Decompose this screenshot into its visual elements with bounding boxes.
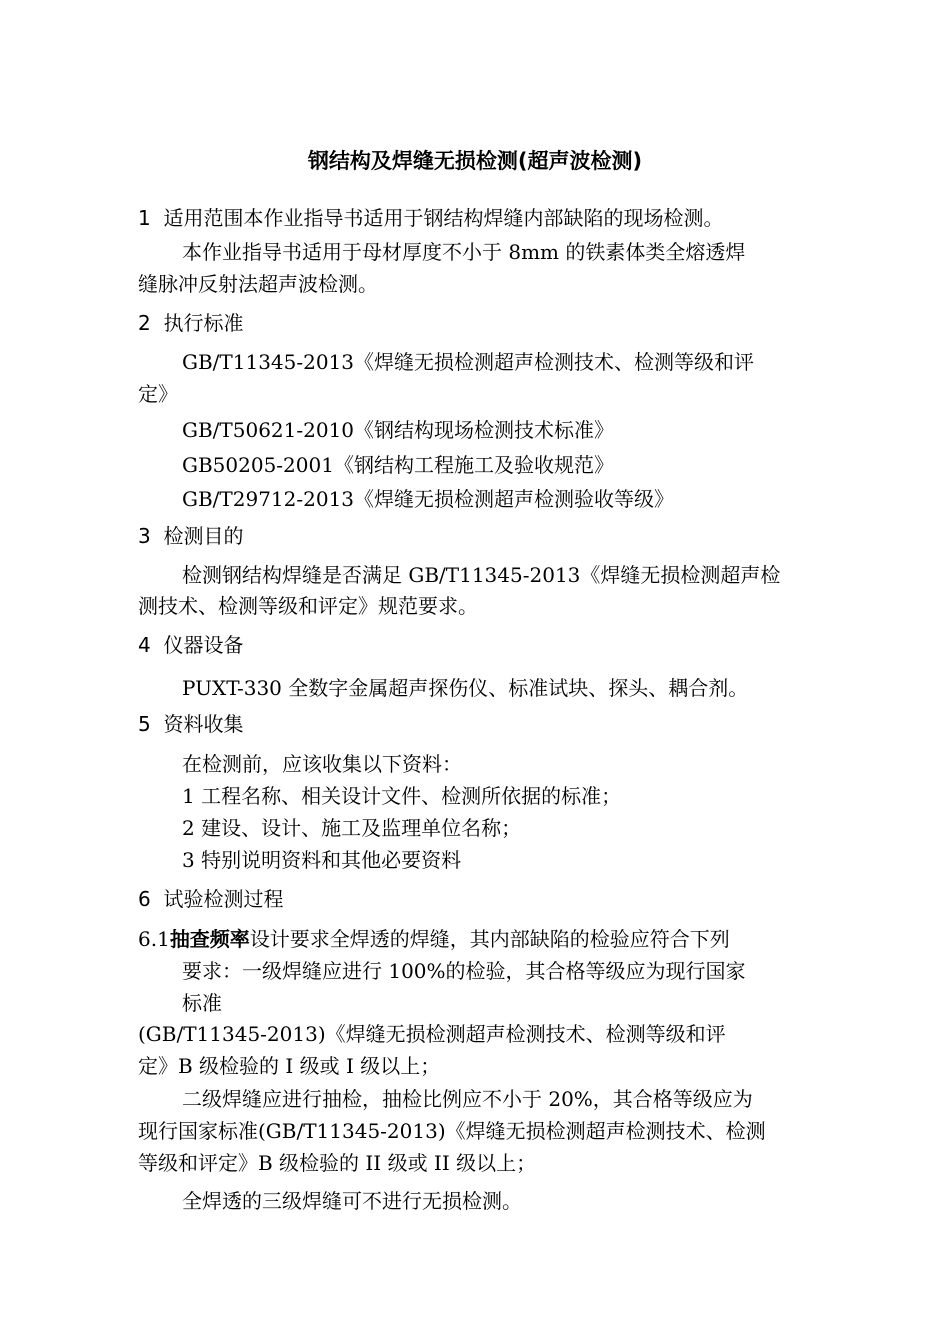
section-6-text-line: 全焊透的三级焊缝可不进行无损检测。 [182,1189,522,1213]
standard-item-continuation: 定》 [138,382,178,406]
list-item: 2 建设、设计、施工及监理单位名称； [182,816,522,840]
section-4-number: 4 [138,633,151,657]
section-5-heading: 资料收集 [163,712,244,736]
section-6-number: 6 [138,887,151,911]
section-3-heading: 检测目的 [163,524,244,548]
subsection-6-1-text: 设计要求全焊透的焊缝，其内部缺陷的检验应符合下列 [249,927,730,951]
section-5-heading-line [138,712,243,736]
list-item: 3 特别说明资料和其他必要资料 [182,848,462,872]
section-6-text-line: 二级焊缝应进行抽检，抽检比例应不小于 20%，其合格等级应为 [182,1087,753,1111]
standard-item: GB50205-2001《钢结构工程施工及验收规范》 [182,453,614,477]
section-4-heading: 仪器设备 [163,633,244,657]
section-1-heading: 适用范围 [163,206,244,230]
section-3-heading-line [138,524,243,548]
section-6-text-line: 现行国家标准(GB/T11345-2013)《焊缝无损检测超声检测技术、检测 [138,1119,766,1143]
section-4-text-line: PUXT-330 全数字金属超声探伤仪、标准试块、探头、耦合剂。 [182,676,749,700]
section-6-text-line: 定》B 级检验的 I 级或 I 级以上； [138,1054,441,1078]
section-6-text-line: 标准 [182,991,222,1015]
section-1-text: 本作业指导书适用于钢结构焊缝内部缺陷的现场检测。 [243,206,724,230]
subsection-6-1-number: 6.1 [138,927,170,951]
section-3-text-line: 测技术、检测等级和评定》规范要求。 [138,594,478,618]
section-1-paragraph-line: 本作业指导书适用于母材厚度不小于 8mm 的铁素体类全熔透焊 [182,240,746,264]
standard-item: GB/T50621-2010《钢结构现场检测技术标准》 [182,418,615,442]
section-1-paragraph-line: 缝脉冲反射法超声波检测。 [138,272,378,296]
section-5-intro: 在检测前，应该收集以下资料： [182,752,462,776]
section-6-heading: 试验检测过程 [163,887,284,911]
list-item: 1 工程名称、相关设计文件、检测所依据的标准； [182,784,622,808]
standard-item: GB/T11345-2013《焊缝无损检测超声检测技术、检测等级和评 [182,350,755,374]
section-2-number: 2 [138,311,151,335]
section-1-number: 1 [138,206,151,230]
section-2-heading: 执行标准 [163,311,244,335]
section-3-text-line: 检测钢结构焊缝是否满足 GB/T11345-2013《焊缝无损检测超声检 [182,563,781,587]
subsection-6-1-line [138,927,730,951]
document-title: 钢结构及焊缝无损检测(超声波检测) [307,149,643,173]
section-5-number: 5 [138,712,151,736]
standard-item: GB/T29712-2013《焊缝无损检测超声检测验收等级》 [182,487,675,511]
subsection-6-1-heading: 抽查频率 [169,927,250,951]
section-3-number: 3 [138,524,151,548]
section-6-text-line: (GB/T11345-2013)《焊缝无损检测超声检测技术、检测等级和评 [138,1022,726,1046]
section-1-line [138,206,723,230]
section-6-text-line: 要求：一级焊缝应进行 100%的检验，其合格等级应为现行国家 [182,959,746,983]
section-4-heading-line [138,633,243,657]
section-6-text-line: 等级和评定》B 级检验的 II 级或 II 级以上； [138,1151,537,1175]
section-6-heading-line [138,887,283,911]
section-2-heading-line [138,311,243,335]
